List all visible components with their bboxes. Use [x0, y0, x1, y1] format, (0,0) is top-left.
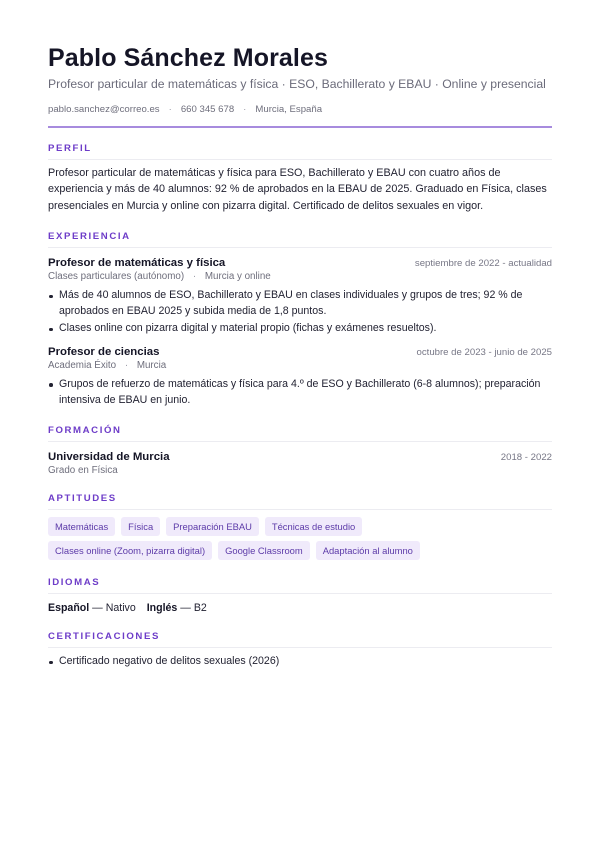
section-title-education: FORMACIÓN — [48, 425, 552, 442]
skill-chip: Google Classroom — [218, 541, 310, 560]
profile-summary: Profesor particular de matemáticas y física para ESO, Bachillerato y EBAU con cuatro años de experiencia y más de 40 alumnos: 92 % de aprobados en la EBAU de 2025. Graduado en Física, clases presenciales en Murcia y online con pizarra digital. Certificado de delitos sexuales en vigor. — [48, 167, 547, 212]
language-name: Español — [48, 602, 90, 615]
job-bullet: Más de 40 alumnos de ESO, Bachillerato y EBAU en clases individuales y grupos de tres; 92 % de aprobados en EBAU 2025 y subida media de 1,8 puntos. — [59, 288, 552, 320]
job-employer: Academia Éxito — [48, 359, 117, 371]
skill-chip: Preparación EBAU — [166, 517, 259, 536]
job-dates: octubre de 2023 - junio de 2025 — [416, 346, 552, 358]
job-title: Profesor de matemáticas y física — [48, 257, 226, 270]
contact-phone[interactable]: 660 345 678 — [180, 104, 235, 115]
skill-chip: Física — [121, 517, 160, 536]
job-bullets — [48, 377, 552, 409]
education-institution: Universidad de Murcia — [48, 451, 170, 464]
experience-item — [48, 257, 552, 337]
header-divider — [48, 126, 552, 128]
job-employer-line — [48, 271, 552, 282]
certifications-list — [48, 654, 552, 670]
section-title-experience: EXPERIENCIA — [48, 231, 552, 248]
job-employer-line — [48, 360, 552, 371]
education-dates: 2018 - 2022 — [500, 452, 552, 464]
contact-separator: · — [243, 104, 247, 115]
employer-separator: · — [192, 271, 197, 283]
contact-line — [48, 104, 552, 115]
contact-location: Murcia, España — [255, 104, 323, 115]
language-level: Nativo — [105, 602, 136, 615]
candidate-name: Pablo Sánchez Morales — [48, 44, 328, 72]
job-bullet: Clases online con pizarra digital y material propio (fichas y exámenes resueltos). — [59, 321, 552, 337]
job-location: Murcia y online — [204, 271, 271, 283]
language-level: B2 — [193, 602, 207, 615]
skill-chip: Matemáticas — [48, 517, 115, 536]
skill-chip: Técnicas de estudio — [265, 517, 362, 536]
skill-chip: Clases online (Zoom, pizarra digital) — [48, 541, 212, 560]
section-title-certifications: CERTIFICACIONES — [48, 631, 552, 648]
certification-item: Certificado negativo de delitos sexuales (2026) — [59, 654, 552, 670]
job-title: Profesor de ciencias — [48, 345, 160, 358]
skill-chip: Adaptación al alumno — [316, 541, 420, 560]
section-title-skills: APTITUDES — [48, 493, 552, 510]
job-dates: septiembre de 2022 - actualidad — [414, 258, 552, 270]
experience-item — [48, 346, 552, 409]
section-title-languages: IDIOMAS — [48, 577, 552, 594]
education-degree: Grado en Física — [48, 465, 118, 477]
skills-list — [48, 517, 518, 560]
languages-line — [48, 602, 552, 614]
job-bullet: Grupos de refuerzo de matemáticas y física para 4.º de ESO y Bachillerato (6-8 alumnos); preparación intensiva de EBAU en junio. — [59, 377, 552, 409]
contact-separator: · — [168, 104, 172, 115]
job-employer: Clases particulares (autónomo) — [48, 271, 185, 283]
employer-separator: · — [124, 359, 129, 371]
candidate-headline: Profesor particular de matemáticas y física · ESO, Bachillerato y EBAU · Online y presencial — [48, 77, 546, 91]
job-bullets — [48, 288, 552, 337]
language-name: Inglés — [146, 602, 178, 615]
education-item — [48, 451, 552, 476]
section-title-profile: PERFIL — [48, 143, 552, 160]
language-dash: — — [92, 602, 103, 615]
job-location: Murcia — [136, 359, 167, 371]
contact-email[interactable]: pablo.sanchez@correo.es — [48, 104, 160, 115]
language-dash: — — [180, 602, 191, 615]
